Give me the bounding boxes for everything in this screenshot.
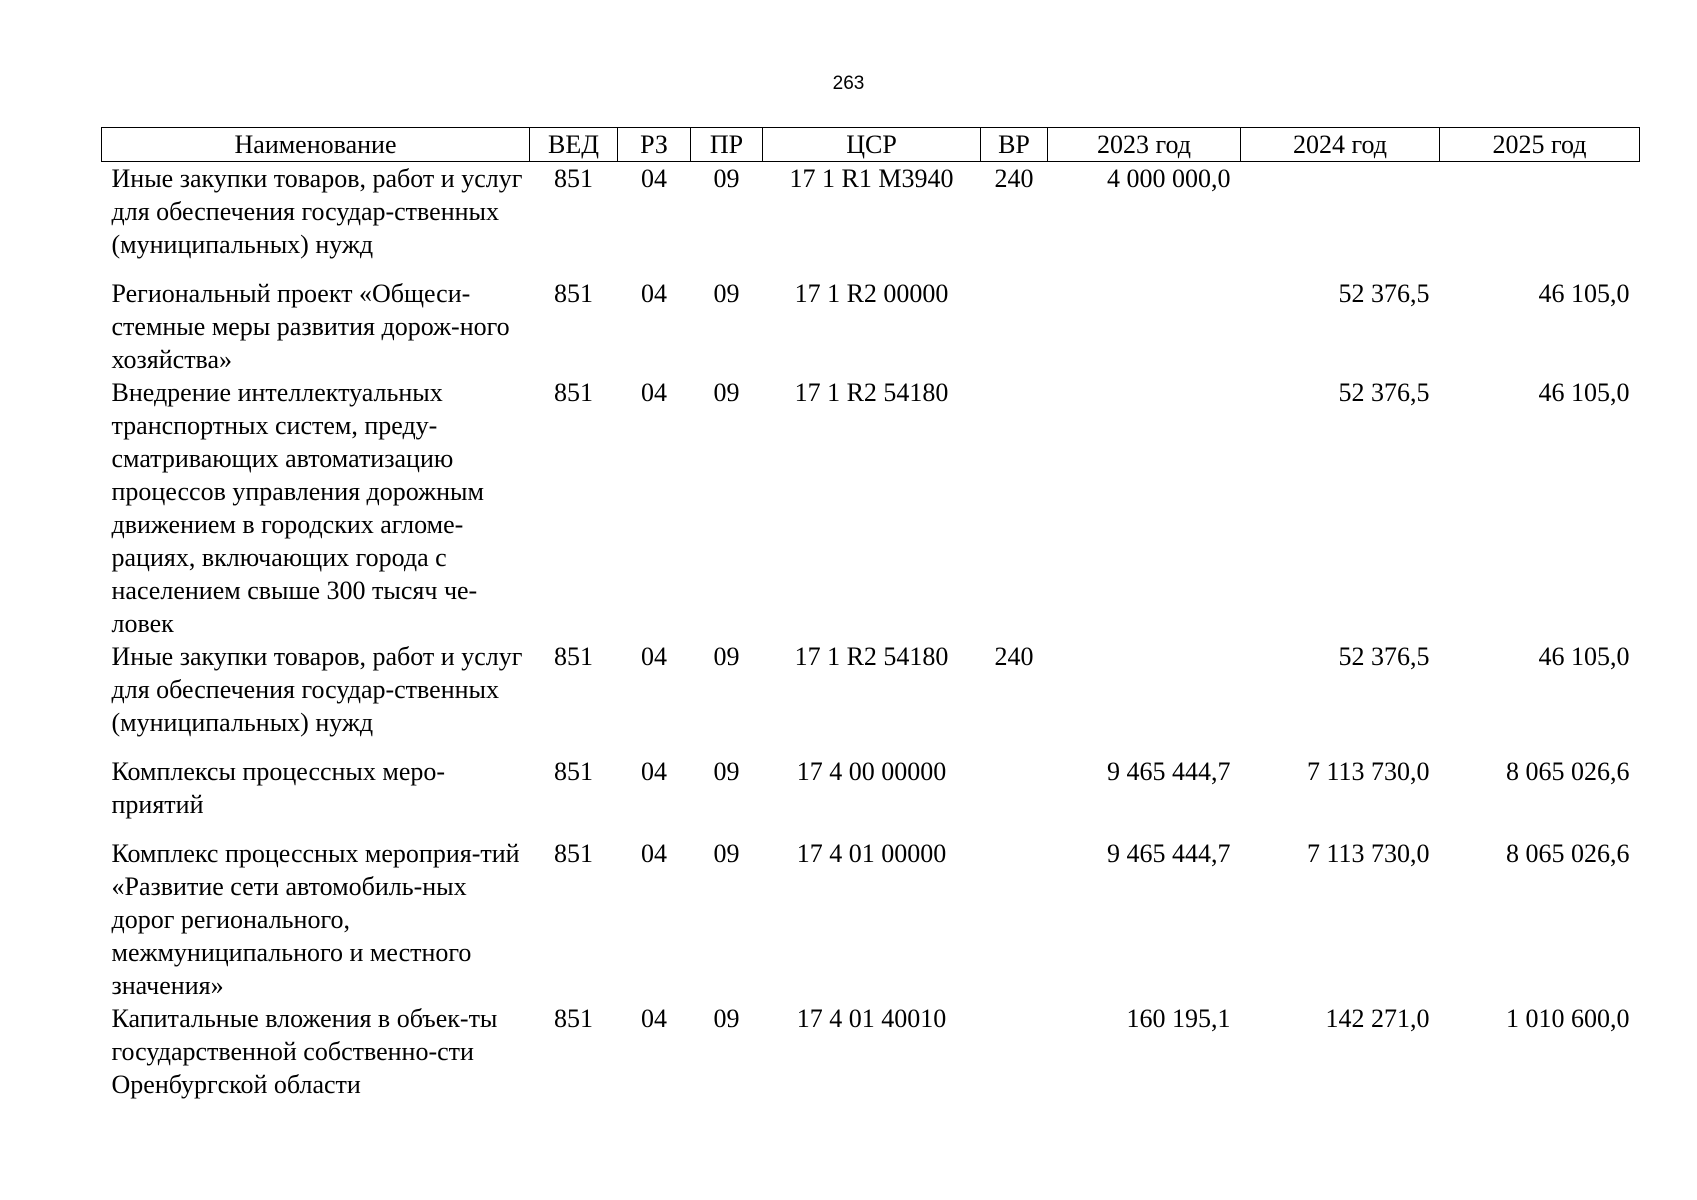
row-2025: 46 105,0 [1538, 279, 1630, 308]
row-csr: 17 1 R2 54180 [794, 642, 949, 671]
row-2024: 7 113 730,0 [1306, 839, 1430, 868]
row-vr: 240 [994, 164, 1034, 193]
row-name: Иные закупки товаров, работ и услуг для обеспечения государ-ственных (муниципальных) нужд [111, 164, 523, 259]
row-rz: 04 [641, 164, 667, 193]
row-2023: 9 465 444,7 [1107, 839, 1231, 868]
table-row [102, 1002, 1640, 1101]
row-pr: 09 [713, 164, 740, 193]
budget-table [101, 127, 1640, 1101]
header-2024: 2024 год [1241, 128, 1440, 162]
table-row [102, 837, 1640, 1002]
table-row [102, 640, 1640, 755]
row-csr: 17 1 R2 54180 [794, 378, 949, 407]
row-vr [981, 1002, 1048, 1101]
header-rz: РЗ [618, 128, 691, 162]
row-name: Региональный проект «Общеси-стемные меры развития дорож-ного хозяйства» [111, 279, 510, 374]
row-vr: 240 [994, 642, 1034, 671]
row-pr: 09 [713, 757, 740, 786]
row-2025: 8 065 026,6 [1506, 839, 1630, 868]
row-ved: 851 [554, 378, 593, 407]
row-vr [981, 376, 1048, 640]
header-name: Наименование [102, 128, 530, 162]
row-2023: 160 195,1 [1126, 1004, 1231, 1033]
header-vr: ВР [981, 128, 1048, 162]
row-2024 [1241, 162, 1440, 278]
header-2023: 2023 год [1048, 128, 1241, 162]
row-2023 [1048, 376, 1241, 640]
row-rz: 04 [641, 279, 667, 308]
row-2025: 8 065 026,6 [1506, 757, 1630, 786]
row-2025: 1 010 600,0 [1506, 1004, 1630, 1033]
row-2024: 52 376,5 [1338, 279, 1430, 308]
row-csr: 17 4 01 00000 [796, 839, 947, 868]
row-rz: 04 [641, 378, 667, 407]
row-pr: 09 [713, 378, 740, 407]
row-pr: 09 [713, 839, 740, 868]
row-2025 [1440, 162, 1640, 278]
budget-table-container [101, 127, 1639, 1101]
row-csr: 17 1 R2 00000 [794, 279, 949, 308]
row-2023 [1048, 640, 1241, 755]
header-row [102, 128, 1640, 162]
row-ved: 851 [554, 757, 593, 786]
row-2023: 9 465 444,7 [1107, 757, 1231, 786]
row-ved: 851 [554, 1004, 593, 1033]
table-body [102, 162, 1640, 1102]
row-pr: 09 [713, 1004, 740, 1033]
table-row [102, 162, 1640, 278]
row-pr: 09 [713, 642, 740, 671]
page-number: 263 [832, 73, 865, 94]
row-2025: 46 105,0 [1538, 642, 1630, 671]
row-2024: 52 376,5 [1338, 642, 1430, 671]
row-vr [981, 277, 1048, 376]
row-2023: 4 000 000,0 [1107, 164, 1231, 193]
row-name: Комплекс процессных мероприя-тий «Развитие сети автомобиль-ных дорог регионального, межмуниципального и местного значения» [111, 839, 520, 1000]
row-csr: 17 4 01 40010 [796, 1004, 947, 1033]
row-rz: 04 [641, 642, 667, 671]
row-ved: 851 [554, 279, 593, 308]
table-row [102, 376, 1640, 640]
table-header [102, 128, 1640, 162]
header-2025: 2025 год [1440, 128, 1640, 162]
row-rz: 04 [641, 757, 667, 786]
row-name: Иные закупки товаров, работ и услуг для обеспечения государ-ственных (муниципальных) нужд [111, 642, 523, 737]
row-2024: 52 376,5 [1338, 378, 1430, 407]
row-2024: 7 113 730,0 [1306, 757, 1430, 786]
row-2023 [1048, 277, 1241, 376]
row-pr: 09 [713, 279, 740, 308]
table-row [102, 277, 1640, 376]
row-csr: 17 4 00 00000 [796, 757, 947, 786]
row-vr [981, 837, 1048, 1002]
row-csr: 17 1 R1 M3940 [789, 164, 954, 193]
row-rz: 04 [641, 1004, 667, 1033]
row-name: Комплексы процессных меро-приятий [111, 757, 446, 819]
row-ved: 851 [554, 164, 593, 193]
row-2024: 142 271,0 [1325, 1004, 1430, 1033]
row-rz: 04 [641, 839, 667, 868]
header-csr: ЦСР [763, 128, 981, 162]
row-name: Внедрение интеллектуальных транспортных систем, преду-сматривающих автоматизацию процессов управления дорожным движением в городских агломе-рациях, включающих города с населением свыше 300 тысяч че-ловек [111, 378, 484, 638]
row-ved: 851 [554, 839, 593, 868]
table-row [102, 755, 1640, 837]
header-pr: ПР [691, 128, 763, 162]
row-name: Капитальные вложения в объек-ты государственной собственно-сти Оренбургской области [111, 1004, 498, 1099]
header-ved: ВЕД [530, 128, 618, 162]
row-vr [981, 755, 1048, 837]
row-2025: 46 105,0 [1538, 378, 1630, 407]
row-ved: 851 [554, 642, 593, 671]
